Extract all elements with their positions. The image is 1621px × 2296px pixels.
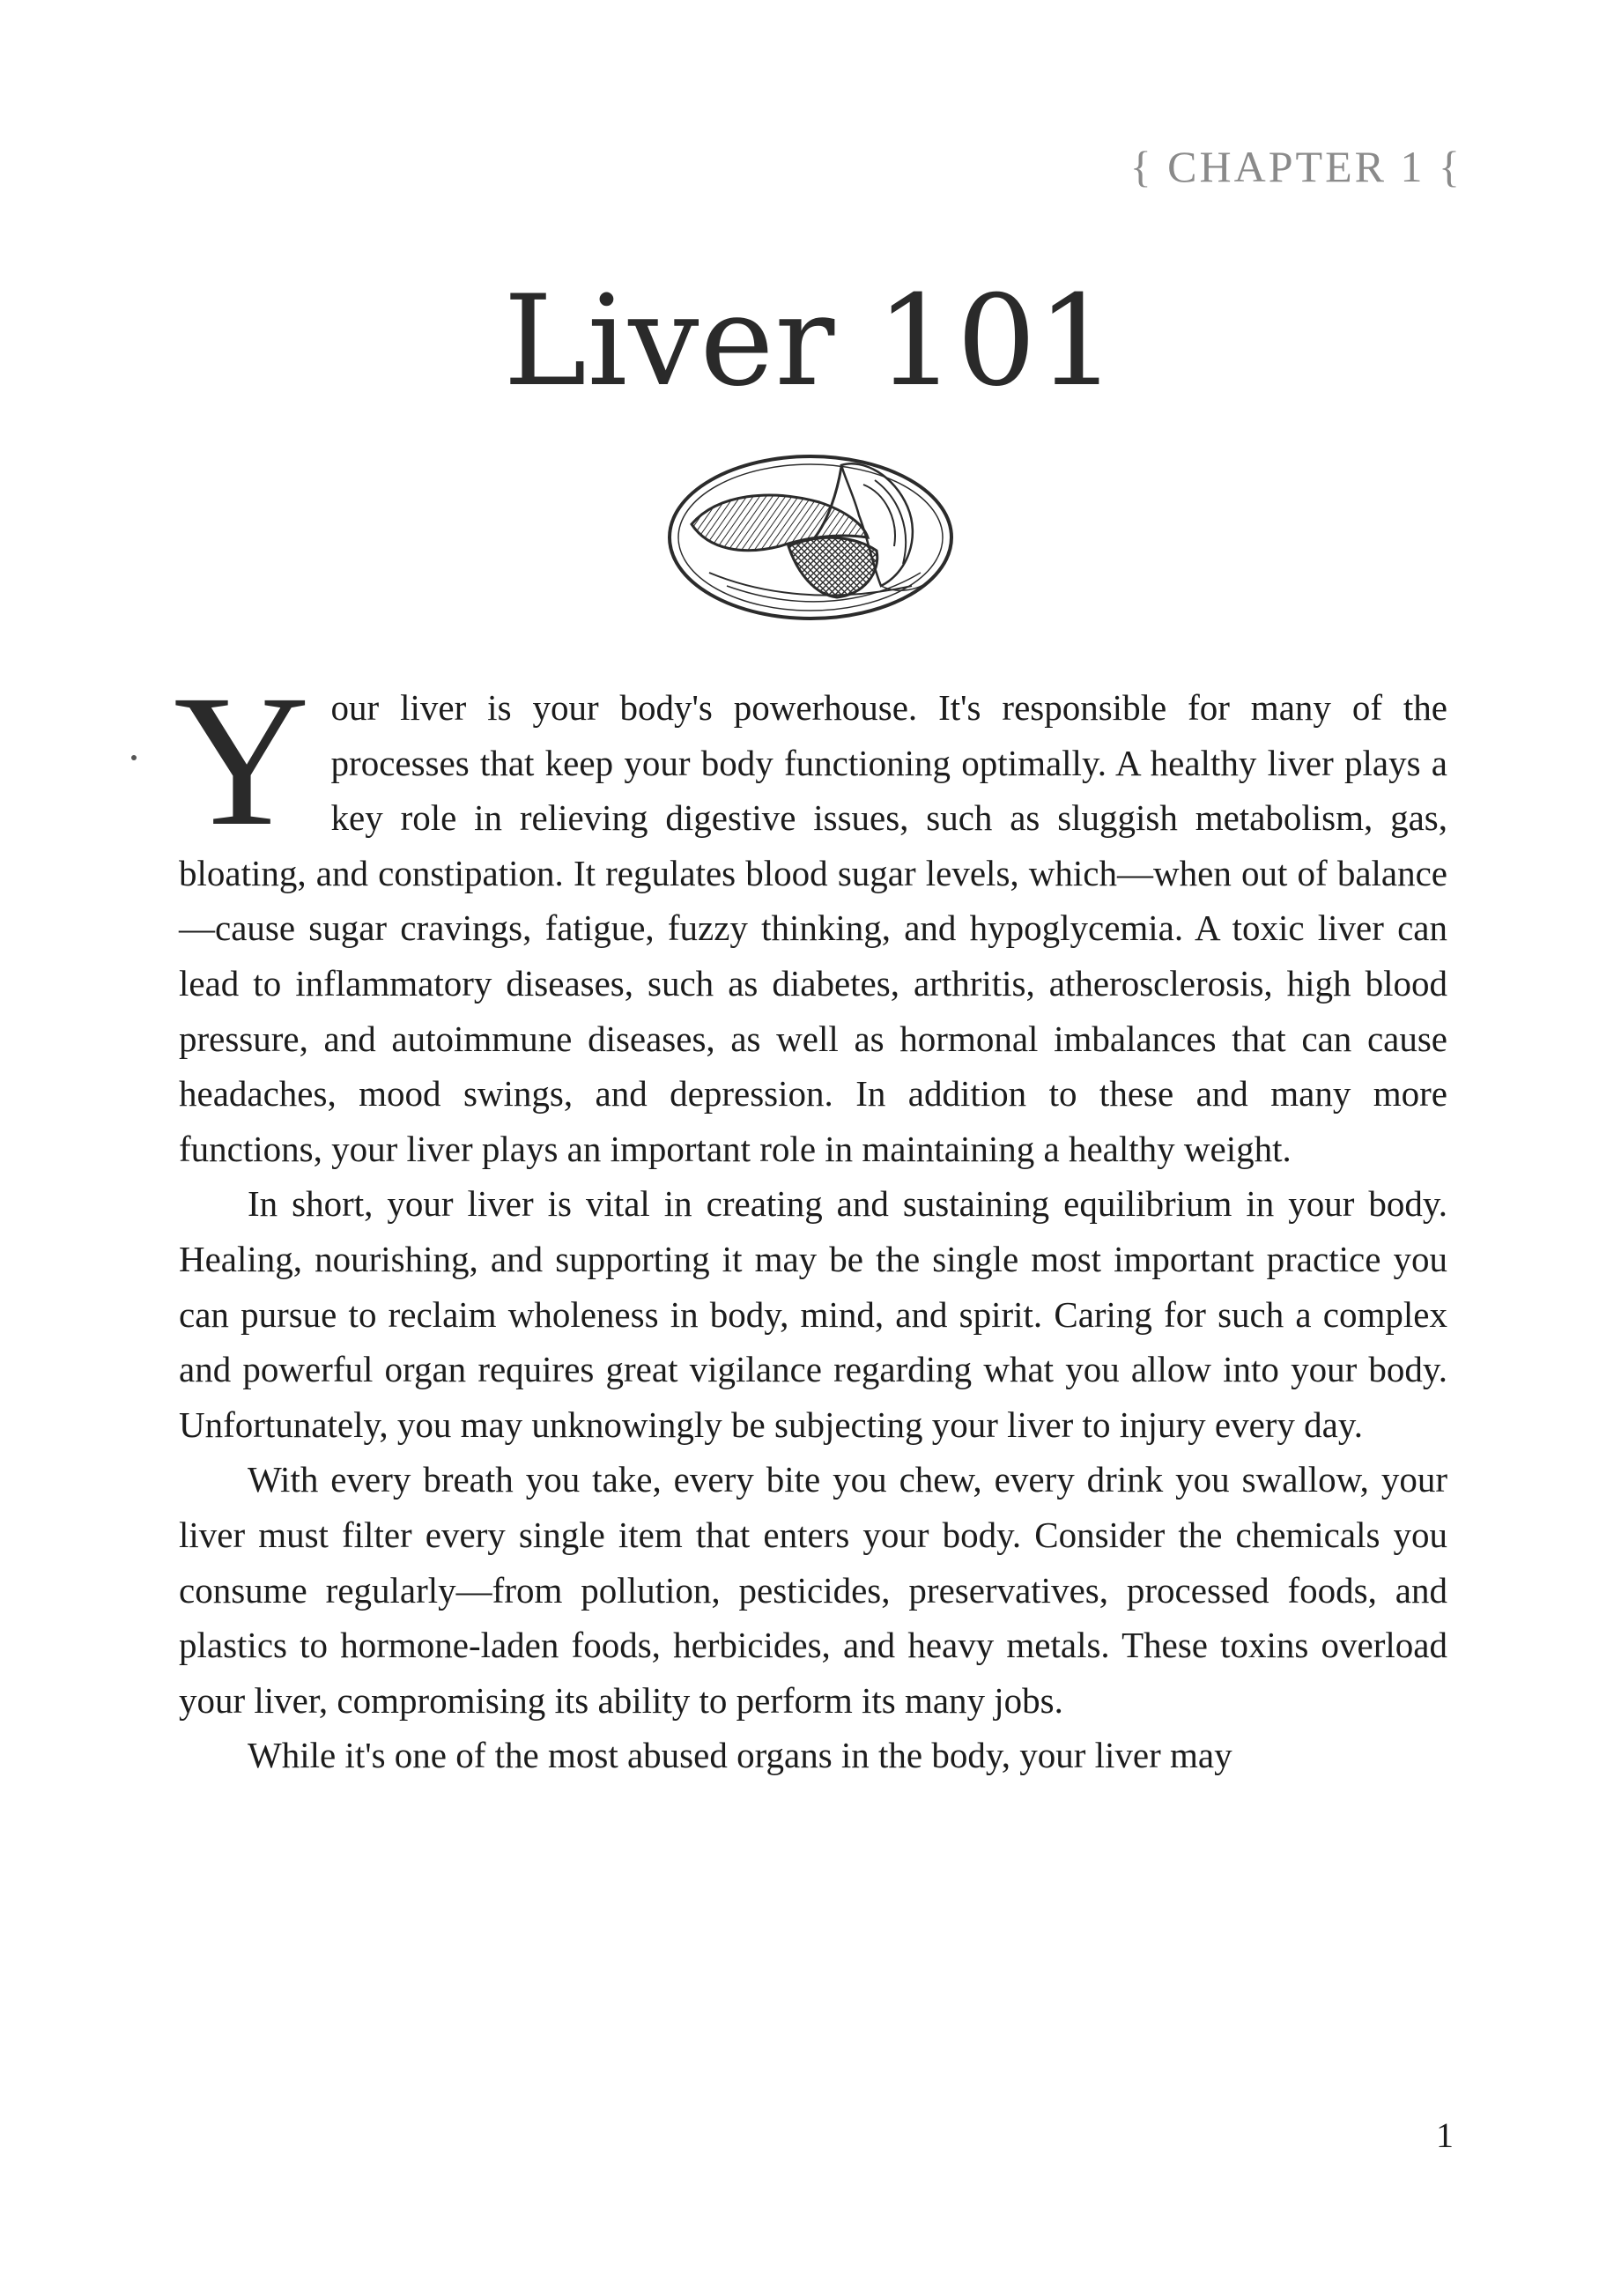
paragraph-2: In short, your liver is vital in creating and sustaining equilibrium in your body. Healing, nourishing, and supporting it may be the single most important practice you can pursue to reclaim wholeness in body, mind, and spirit. Caring for such a complex and powerful organ requires great vigilance regarding what you allow into your body. Unfortunately, you may unknowingly be subjecting your liver to injury every day.: [179, 1183, 1447, 1445]
paragraph-4: While it's one of the most abused organs in the body, your liver may: [248, 1735, 1232, 1776]
paragraph-3: With every breath you take, every bite you chew, every drink you swallow, your liver must filter every single item that enters your body. Consider the chemicals you consume regularly—from pollution, pesticides, preservatives, processed foods, and plastics to hormone-laden foods, herbicides, and heavy metals. These toxins overload your liver, compromising its ability to perform its many jobs.: [179, 1459, 1447, 1721]
drop-cap: Y: [174, 656, 310, 865]
page-number: 1: [1436, 2115, 1454, 2155]
chapter-title: Liver 101: [503, 269, 1118, 414]
paragraph-1-text: our liver is your body's powerhouse. It's responsible for many of the processes that keep your body functioning optimally. A healthy liver plays a key role in relieving digestive issues, such as sluggish metabolism, gas, bloating, and constipation. It regulates blood sugar levels, which—when out of balance—cause sugar cravings, fatigue, fuzzy thinking, and hypoglycemia. A toxic liver can lead to inflammatory diseases, such as diabetes, arthritis, atherosclerosis, high blood pressure, and autoimmune diseases, as well as hormonal imbalances that can cause headaches, mood swings, and depression. In addition to these and many more functions, your liver plays an important role in maintaining a healthy weight.: [179, 687, 1447, 1169]
paragraph-1: [174, 656, 1447, 1176]
chapter-body: [174, 656, 1447, 1783]
chapter-label: { CHAPTER 1 {: [1129, 142, 1462, 191]
stray-print-mark: [131, 755, 137, 760]
liver-illustration-icon: [656, 441, 965, 634]
